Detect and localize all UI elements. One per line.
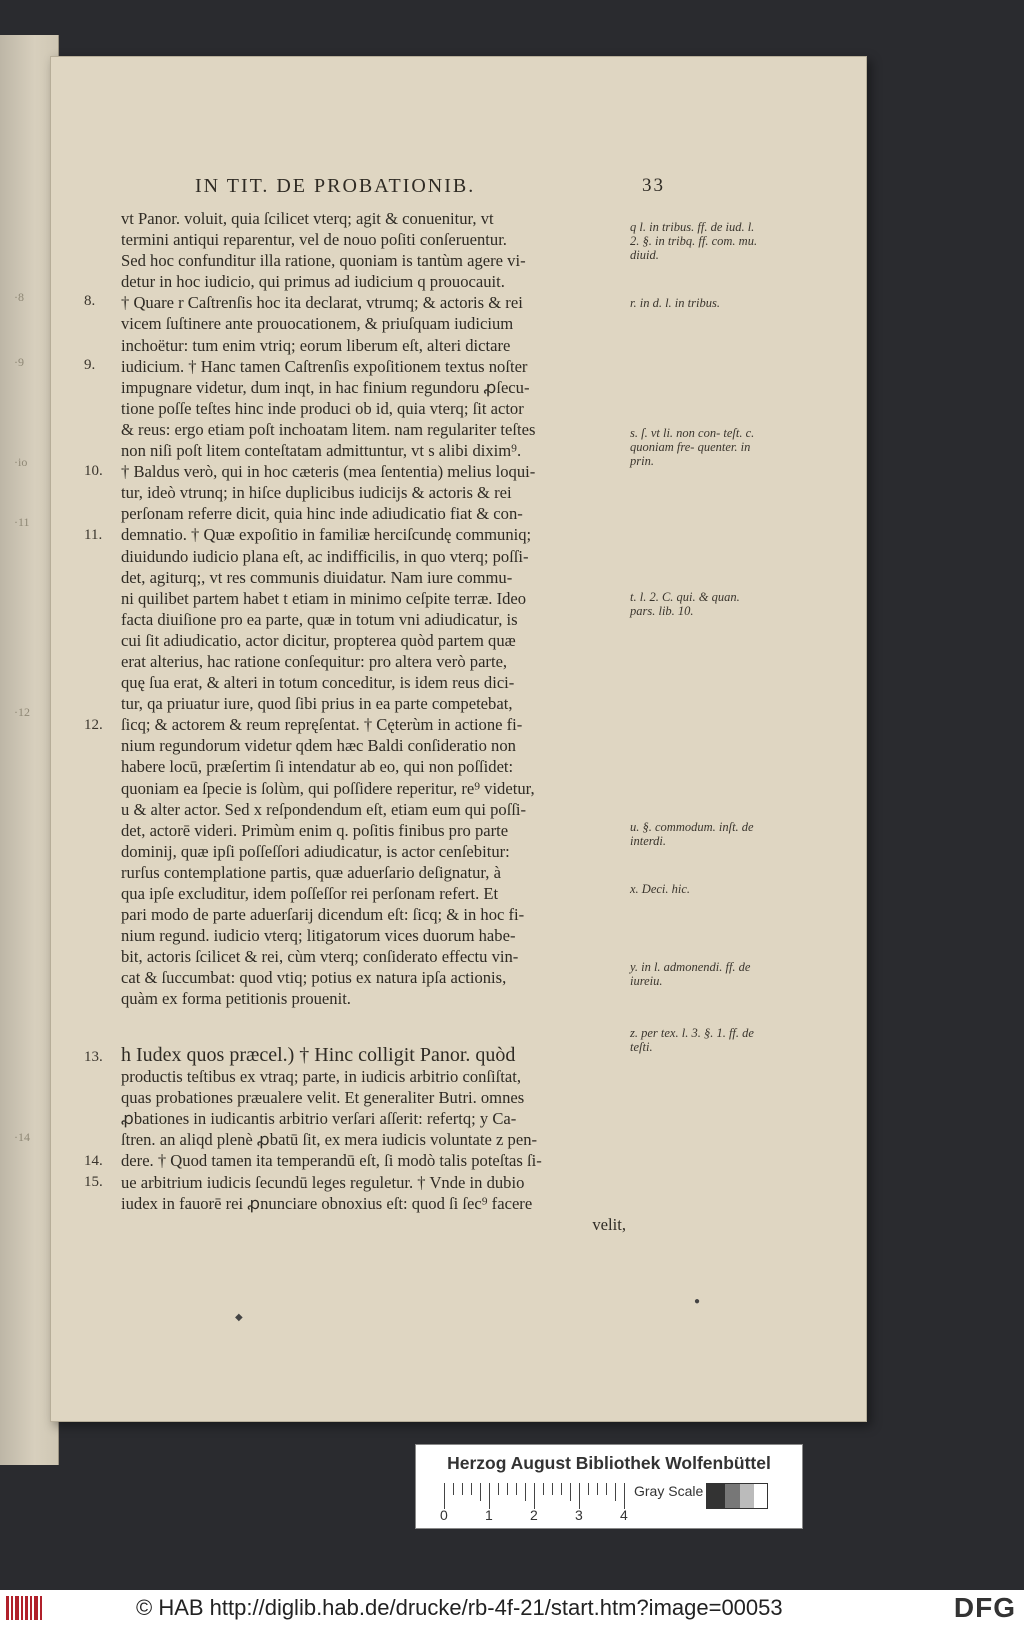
text-line: cat & ſuccumbat: quod vtiq; potius ex natura ipſa actionis, bbox=[121, 968, 507, 988]
text-line: quoniam ea ſpecie is ſolùm, qui poſſidere reperitur, re⁹ videtur, bbox=[121, 778, 535, 798]
section-number: 12. bbox=[84, 717, 103, 733]
text-line: rurſus contemplatione partis, quæ aduerſario deſignatur, à bbox=[121, 862, 501, 882]
text-line: det, agiturq;, vt res communis diuidatur. Nam iure commu- bbox=[121, 567, 513, 587]
text-line: impugnare videtur, dum inqt, in hac finium regundoru ꝓſecu- bbox=[121, 377, 530, 397]
ruler-tick bbox=[462, 1483, 463, 1495]
text-line: cui ſit adiudicatio, actor dicitur, propterea quòd partem quæ bbox=[121, 630, 516, 650]
ruler-tick bbox=[579, 1483, 580, 1509]
text-line: pari modo de parte aduerſarij dicendum eſt: ſicq; & in hoc fi- bbox=[121, 905, 525, 925]
text-line: † Baldus verò, qui in hoc cæteris (mea ſententia) melius loqui- bbox=[121, 462, 536, 482]
text-line: facta diuiſione pro ea parte, quæ in totum vni adiudicatur, is bbox=[121, 609, 518, 629]
margin-note: q l. in tribus. ff. de iud. l. 2. §. in tribq. ff. com. mu. diuid. bbox=[630, 220, 758, 262]
text-line: vicem ſuſtinere ante prouocationem, & priuſquam iudicium bbox=[121, 314, 514, 334]
ruler-tick bbox=[588, 1483, 589, 1495]
scale-number: 1 bbox=[485, 1507, 493, 1523]
main-text-block bbox=[121, 208, 626, 1010]
barcode-stripe bbox=[11, 1596, 13, 1620]
ruler-tick bbox=[480, 1483, 481, 1501]
text-line: quàm ex forma petitionis prouenit. bbox=[121, 989, 351, 1009]
text-line: tione poſſe teſtes hinc inde produci ob id, quia vterq; ſit actor bbox=[121, 398, 524, 418]
page-number: 33 bbox=[642, 175, 665, 196]
running-header bbox=[195, 175, 665, 205]
ruler-tick bbox=[597, 1483, 598, 1495]
barcode-stripe bbox=[30, 1596, 32, 1620]
barcode-stripe bbox=[21, 1596, 23, 1620]
text-line: ſicq; & actorem & reum repręſentat. † Cęterùm in actione fi- bbox=[121, 715, 523, 735]
section-number: 15. bbox=[84, 1174, 103, 1190]
text-line: ꝓbationes in iudicantis arbitrio verſari aſſerit: refertq; y Ca- bbox=[121, 1109, 517, 1129]
bleed-mark: ·12 bbox=[14, 705, 30, 719]
ruler-tick bbox=[507, 1483, 508, 1495]
bleed-mark: ·14 bbox=[14, 1130, 30, 1144]
copyright-link[interactable]: © HAB http://diglib.hab.de/drucke/rb-4f-21/start.htm?image=00053 bbox=[136, 1595, 783, 1620]
text-line: u & alter actor. Sed x reſpondendum eſt, etiam eum qui poſſi- bbox=[121, 799, 527, 819]
text-line: termini antiqui reparentur, vel de nouo poſiti conſeruentur. bbox=[121, 230, 507, 250]
ruler-tick bbox=[489, 1483, 490, 1509]
text-line: inchoëtur: tum enim vtriq; eorum liberum eſt, alteri dictare bbox=[121, 335, 511, 355]
text-line: productis teſtibus ex vtraq; parte, in iudicis arbitrio conſiſtat, bbox=[121, 1067, 522, 1087]
text-line: ue arbitrium iudicis ſecundū leges reguletur. † Vnde in dubio bbox=[121, 1172, 525, 1192]
text-line: qua ipſe excluditur, idem poſſeſſor rei perſonam refert. Et bbox=[121, 884, 499, 903]
ruler-tick bbox=[561, 1483, 562, 1495]
dfg-logo: DFG bbox=[953, 1592, 1016, 1623]
text-line: nium regundorum videtur qdem hæc Baldi conſideratio non bbox=[121, 736, 516, 756]
text-line: & reus: ergo etiam poſt inchoatam litem. nam regulariter teſtes bbox=[121, 419, 536, 439]
text-line: det, actorē videri. Primùm enim q. poſitis finibus pro parte bbox=[121, 820, 509, 840]
barcode-icon bbox=[6, 1596, 46, 1620]
ruler-tick bbox=[615, 1483, 616, 1501]
gray-scale-swatch bbox=[706, 1483, 768, 1509]
margin-note: x. Deci. hic. bbox=[630, 882, 691, 896]
text-line: quę ſua erat, & alteri in totum conceditur, is idem reus dici- bbox=[121, 673, 515, 693]
text-line: velit, bbox=[592, 1214, 626, 1234]
bleed-mark: ·io bbox=[14, 455, 28, 469]
text-line: † Quare r Caſtrenſis hoc ita declarat, vtrumq; & actoris & rei bbox=[121, 293, 523, 313]
text-line: vt Panor. voluit, quia ſcilicet vterq; agit & conuenitur, vt bbox=[121, 209, 494, 228]
text-line: ſtren. an aliqd plenè ꝓbatū ſit, ex mera iudicis voluntate z pen- bbox=[121, 1130, 538, 1150]
text-line: detur in hoc iudicio, qui primus ad iudicium q prouocauit. bbox=[121, 272, 505, 292]
barcode-stripe bbox=[15, 1596, 19, 1620]
margin-note: s. ſ. vt li. non con- teſt. c. quoniam fre- quenter. in prin. bbox=[630, 426, 755, 468]
text-line: habere locū, præſertim ſi intendatur ab eo, qui non poſſidet: bbox=[121, 757, 514, 777]
ruler-tick bbox=[453, 1483, 454, 1495]
ruler-tick bbox=[543, 1483, 544, 1495]
margin-note: u. §. commodum. inſt. de interdi. bbox=[630, 820, 754, 848]
ruler-tick bbox=[624, 1483, 625, 1509]
text-line: tur, ideò vtrunq; in hiſce duplicibus iudicijs & actoris & rei bbox=[121, 483, 512, 503]
text-line: dominij, quæ ipſi poſſeſſori adiudicatur, is actor cenſebitur: bbox=[121, 841, 510, 861]
gray-scale-label: Gray Scale bbox=[634, 1483, 704, 1499]
ruler-tick bbox=[552, 1483, 553, 1495]
running-title: IN TIT. DE PROBATIONIB. bbox=[195, 175, 476, 197]
section-number: 13. bbox=[84, 1049, 103, 1065]
ink-spot: ● bbox=[694, 1296, 701, 1307]
text-line: tur, qa priuatur iure, quod ſibi prius in ea parte competebat, bbox=[121, 694, 513, 714]
margin-note: z. per tex. l. 3. §. 1. ff. de teſti. bbox=[630, 1026, 754, 1054]
text-line: nium regund. iudicio vterq; litigatorum vices duorum habe- bbox=[121, 926, 516, 946]
ruler-tick bbox=[570, 1483, 571, 1501]
section-number: 9. bbox=[84, 357, 96, 373]
ruler-tick bbox=[516, 1483, 517, 1495]
text-line: non niſi poſt litem conteſtatam admittuntur, vt s alibi dixim⁹. bbox=[121, 441, 522, 461]
margin-note: t. l. 2. C. qui. & quan. pars. lib. 10. bbox=[630, 590, 740, 618]
margin-note: y. in l. admonendi. ff. de iureiu. bbox=[630, 960, 751, 988]
ruler-tick bbox=[534, 1483, 535, 1509]
barcode-stripe bbox=[34, 1596, 38, 1620]
text-line: erat alterius, hac ratione conſequitur: pro altera verò parte, bbox=[121, 651, 508, 671]
section-number: 14. bbox=[84, 1153, 103, 1169]
margin-note: r. in d. l. in tribus. bbox=[630, 296, 720, 310]
ruler-tick bbox=[606, 1483, 607, 1495]
scale-number: 2 bbox=[530, 1507, 538, 1523]
text-line: iudex in fauorē rei ꝓnunciare obnoxius eſt: quod ſi ſec⁹ facere bbox=[121, 1193, 533, 1213]
text-line: ni quilibet partem habet t etiam in minimo ceſpite terræ. Ideo bbox=[121, 588, 527, 608]
scale-number: 4 bbox=[620, 1507, 628, 1523]
section-number: 11. bbox=[84, 527, 103, 543]
library-name: Herzog August Bibliothek Wolfenbüttel bbox=[447, 1453, 771, 1473]
ruler-tick bbox=[444, 1483, 445, 1509]
bleed-mark: ·8 bbox=[14, 290, 24, 304]
bleed-mark: ·9 bbox=[14, 355, 24, 369]
text-line: quas probationes præualere velit. Et generaliter Butri. omnes bbox=[121, 1088, 525, 1108]
library-scale-badge bbox=[415, 1444, 803, 1529]
section-number: 10. bbox=[84, 463, 103, 479]
barcode-stripe bbox=[6, 1596, 9, 1620]
bleed-mark: ·11 bbox=[14, 515, 30, 529]
scale-number: 0 bbox=[440, 1507, 448, 1523]
text-line: perſonam referre dicit, quia hinc inde adiudicatio fiat & con- bbox=[121, 504, 523, 524]
scale-number: 3 bbox=[575, 1507, 583, 1523]
text-line: iudicium. † Hanc tamen Caſtrenſis expoſitionem textus noſter bbox=[121, 356, 528, 376]
text-line: diuidundo iudicio plana eſt, ac indifficilis, in quo vterq; poſſi- bbox=[121, 546, 529, 566]
section-number: 8. bbox=[84, 293, 96, 309]
text-line: Sed hoc confunditur illa ratione, quoniam is tantùm agere vi- bbox=[121, 251, 526, 271]
barcode-stripe bbox=[25, 1596, 28, 1620]
ruler-tick bbox=[498, 1483, 499, 1495]
text-line: dere. † Quod tamen ita temperandū eſt, ſi modò talis poteſtas ſi- bbox=[121, 1151, 542, 1171]
text-line: bit, actoris ſcilicet & rei, cùm vterq; conſiderato effectu vin- bbox=[121, 947, 519, 967]
ruler-tick bbox=[525, 1483, 526, 1501]
measure-ruler bbox=[444, 1483, 624, 1509]
ruler-tick bbox=[471, 1483, 472, 1495]
ink-spot: ◆ bbox=[235, 1312, 243, 1323]
barcode-stripe bbox=[40, 1596, 42, 1620]
second-text-block bbox=[121, 1045, 626, 1235]
footer-bar bbox=[0, 1590, 1024, 1626]
text-line: demnatio. † Quæ expoſitio in familiæ herciſcundę communiq; bbox=[121, 525, 532, 545]
lemma-line: h Iudex quos præcel.) † Hinc colligit Panor. quòd bbox=[121, 1045, 516, 1066]
